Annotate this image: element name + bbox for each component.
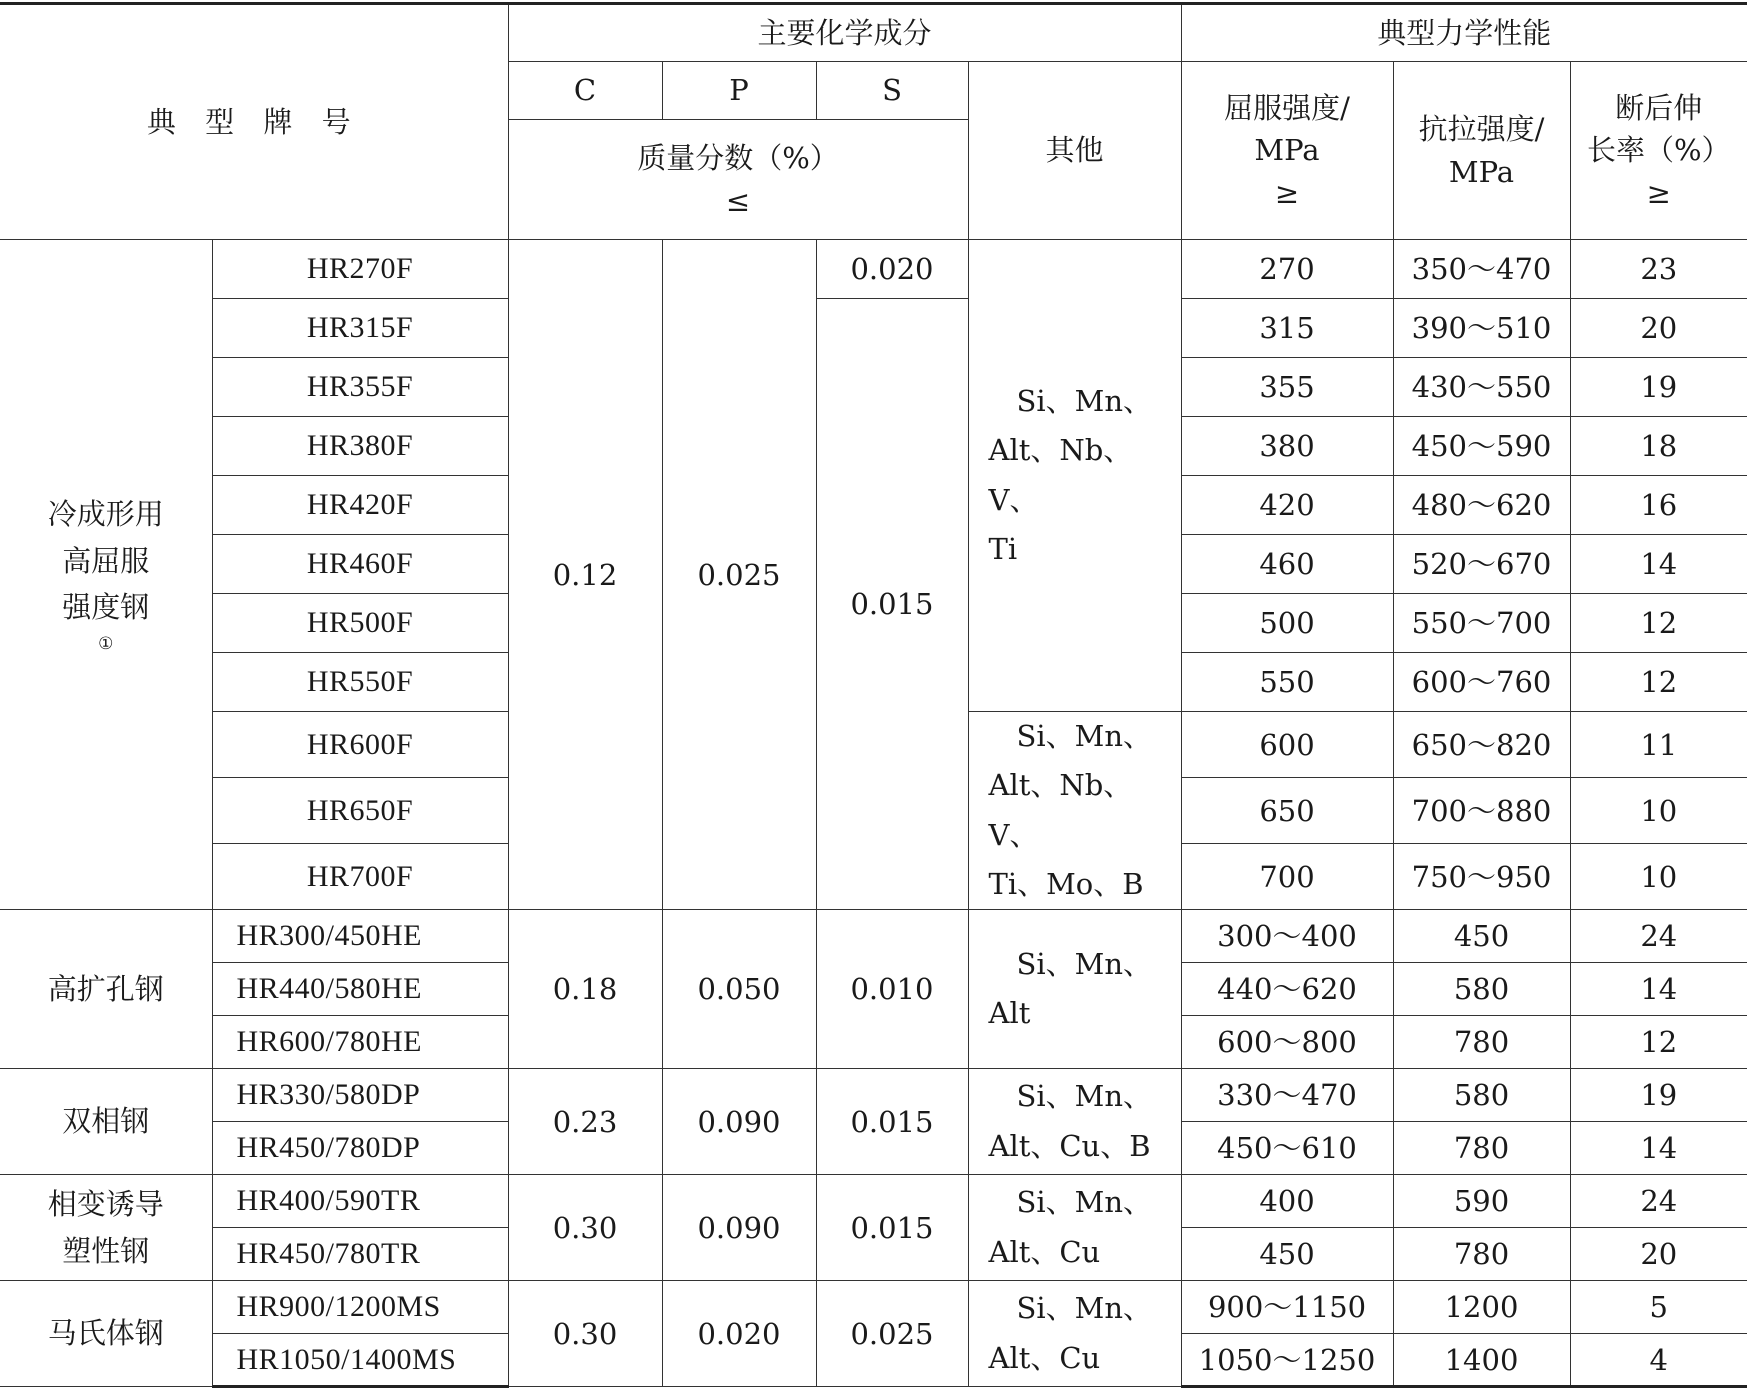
category-label: [0, 1281, 212, 1387]
yield-strength: 600: [1181, 712, 1393, 778]
tensile-strength: 450～590: [1393, 417, 1570, 476]
other-elements-line: Si、Mn、: [1016, 1185, 1153, 1220]
elongation: 12: [1570, 594, 1747, 653]
elongation: 20: [1570, 1228, 1747, 1281]
steel-grade-table: [0, 2, 1747, 1388]
yield-strength: 270: [1181, 240, 1393, 299]
other-elements: [968, 1281, 1181, 1387]
grade-cell: HR700F: [212, 844, 508, 910]
yield-strength: 450: [1181, 1228, 1393, 1281]
other-elements-line: Si、Mn、: [1016, 1291, 1153, 1326]
footnote-mark: ①: [98, 633, 114, 654]
elongation: 19: [1570, 358, 1747, 417]
tensile-strength: 520～670: [1393, 535, 1570, 594]
p-value: 0.050: [662, 910, 816, 1069]
elongation: 10: [1570, 844, 1747, 910]
other-elements-line: Si、Mn、: [1016, 383, 1153, 418]
grade-cell: HR270F: [212, 240, 508, 299]
other-elements-line: Alt、Nb、V、: [988, 433, 1133, 517]
yield-strength: 355: [1181, 358, 1393, 417]
yield-strength: 440～620: [1181, 963, 1393, 1016]
yield-strength: 300～400: [1181, 910, 1393, 963]
elongation: 11: [1570, 712, 1747, 778]
other-elements-line: Alt、Cu: [988, 1340, 1101, 1375]
header-c: C: [508, 62, 662, 120]
tensile-strength: 430～550: [1393, 358, 1570, 417]
tensile-strength: 580: [1393, 1069, 1570, 1122]
tensile-strength: 590: [1393, 1175, 1570, 1228]
category-label: [0, 1069, 212, 1175]
category-label-line: 高扩孔钢: [47, 971, 164, 1006]
elongation: 18: [1570, 417, 1747, 476]
grade-cell: HR300/450HE: [212, 910, 508, 963]
elongation: 24: [1570, 1175, 1747, 1228]
header-mechanical-properties: 典型力学性能: [1181, 4, 1747, 62]
elongation: 16: [1570, 476, 1747, 535]
grade-cell: HR420F: [212, 476, 508, 535]
s-value: 0.020: [816, 240, 968, 299]
grade-cell: HR400/590TR: [212, 1175, 508, 1228]
grade-cell: HR500F: [212, 594, 508, 653]
category-label-line: 马氏体钢: [47, 1316, 164, 1351]
other-elements-line: Alt、Cu: [988, 1234, 1101, 1269]
elongation: 24: [1570, 910, 1747, 963]
other-elements: [968, 1069, 1181, 1175]
header-grade: 典 型 牌 号: [0, 4, 508, 240]
other-elements-line: Si、Mn、: [1016, 719, 1153, 753]
c-value: 0.12: [508, 240, 662, 910]
header-elongation: 断后伸 长率（%） ≥: [1570, 62, 1747, 240]
tensile-strength: 650～820: [1393, 712, 1570, 778]
table-row: [0, 1069, 1747, 1122]
tensile-strength: 750～950: [1393, 844, 1570, 910]
yield-strength: 900～1150: [1181, 1281, 1393, 1334]
tensile-strength: 780: [1393, 1016, 1570, 1069]
tensile-strength: 480～620: [1393, 476, 1570, 535]
header-other: 其他: [968, 62, 1181, 240]
yield-strength: 1050～1250: [1181, 1334, 1393, 1387]
grade-cell: HR380F: [212, 417, 508, 476]
p-value: 0.090: [662, 1069, 816, 1175]
table-row: [0, 240, 1747, 299]
grade-cell: HR600F: [212, 712, 508, 778]
header-chemical-composition: 主要化学成分: [508, 4, 1181, 62]
yield-strength: 450～610: [1181, 1122, 1393, 1175]
elongation: 4: [1570, 1334, 1747, 1387]
p-value: 0.025: [662, 240, 816, 910]
grade-cell: HR460F: [212, 535, 508, 594]
other-elements-line: Si、Mn、: [1016, 1079, 1153, 1114]
category-label: [0, 1175, 212, 1281]
elongation: 20: [1570, 299, 1747, 358]
tensile-strength: 390～510: [1393, 299, 1570, 358]
p-value: 0.090: [662, 1175, 816, 1281]
header-tensile-strength: 抗拉强度/ MPa: [1393, 62, 1570, 240]
tensile-strength: 450: [1393, 910, 1570, 963]
yield-strength: 600～800: [1181, 1016, 1393, 1069]
yield-strength: 460: [1181, 535, 1393, 594]
header-s: S: [816, 62, 968, 120]
tensile-strength: 700～880: [1393, 778, 1570, 844]
s-value: 0.015: [816, 1069, 968, 1175]
other-elements-line: Ti、Mo、B: [988, 866, 1144, 901]
header-mass-fraction: 质量分数（%） ≤: [508, 120, 968, 240]
other-elements: [968, 240, 1181, 712]
other-elements: [968, 1175, 1181, 1281]
table-row: [0, 299, 1747, 358]
category-label: [0, 910, 212, 1069]
category-label-line: 塑性钢: [62, 1233, 150, 1268]
s-value: 0.015: [816, 299, 968, 910]
grade-cell: HR315F: [212, 299, 508, 358]
category-label: [0, 240, 212, 910]
elongation: 10: [1570, 778, 1747, 844]
elongation: 19: [1570, 1069, 1747, 1122]
grade-cell: HR440/580HE: [212, 963, 508, 1016]
other-elements-line: Alt、Cu、B: [988, 1128, 1151, 1163]
tensile-strength: 1200: [1393, 1281, 1570, 1334]
category-label-text: 强度钢: [62, 590, 150, 625]
category-label-line: 高屈服: [62, 543, 150, 578]
header-p: P: [662, 62, 816, 120]
category-label-line: 相变诱导: [47, 1187, 164, 1222]
category-label-line: [0, 584, 212, 658]
other-elements-line: Ti: [988, 531, 1018, 566]
grade-cell: HR1050/1400MS: [212, 1334, 508, 1387]
yield-strength: 500: [1181, 594, 1393, 653]
c-value: 0.18: [508, 910, 662, 1069]
other-elements: [968, 712, 1181, 910]
yield-strength: 400: [1181, 1175, 1393, 1228]
tensile-strength: 780: [1393, 1122, 1570, 1175]
grade-cell: HR650F: [212, 778, 508, 844]
yield-strength: 380: [1181, 417, 1393, 476]
c-value: 0.30: [508, 1281, 662, 1387]
yield-strength: 700: [1181, 844, 1393, 910]
s-value: 0.010: [816, 910, 968, 1069]
table-row: [0, 1175, 1747, 1228]
other-elements-line: Alt、Nb、V、: [988, 768, 1133, 852]
grade-cell: HR355F: [212, 358, 508, 417]
yield-strength: 650: [1181, 778, 1393, 844]
category-label-line: 冷成形用: [47, 497, 164, 532]
other-elements-line: Alt: [988, 996, 1031, 1031]
tensile-strength: 350～470: [1393, 240, 1570, 299]
yield-strength: 315: [1181, 299, 1393, 358]
tensile-strength: 550～700: [1393, 594, 1570, 653]
tensile-strength: 780: [1393, 1228, 1570, 1281]
yield-strength: 550: [1181, 653, 1393, 712]
yield-strength: 420: [1181, 476, 1393, 535]
tensile-strength: 600～760: [1393, 653, 1570, 712]
grade-cell: HR330/580DP: [212, 1069, 508, 1122]
p-value: 0.020: [662, 1281, 816, 1387]
elongation: 5: [1570, 1281, 1747, 1334]
s-value: 0.015: [816, 1175, 968, 1281]
grade-cell: HR450/780DP: [212, 1122, 508, 1175]
table-row: [0, 910, 1747, 963]
tensile-strength: 1400: [1393, 1334, 1570, 1387]
elongation: 12: [1570, 1016, 1747, 1069]
tensile-strength: 580: [1393, 963, 1570, 1016]
header-yield-strength: 屈服强度/ MPa ≥: [1181, 62, 1393, 240]
other-elements: [968, 910, 1181, 1069]
grade-cell: HR450/780TR: [212, 1228, 508, 1281]
elongation: 12: [1570, 653, 1747, 712]
elongation: 23: [1570, 240, 1747, 299]
category-label-line: 双相钢: [62, 1104, 150, 1139]
yield-strength: 330～470: [1181, 1069, 1393, 1122]
table-row: [0, 1281, 1747, 1334]
elongation: 14: [1570, 963, 1747, 1016]
elongation: 14: [1570, 535, 1747, 594]
s-value: 0.025: [816, 1281, 968, 1387]
grade-cell: HR900/1200MS: [212, 1281, 508, 1334]
c-value: 0.30: [508, 1175, 662, 1281]
c-value: 0.23: [508, 1069, 662, 1175]
other-elements-line: Si、Mn、: [1016, 946, 1153, 981]
grade-cell: HR550F: [212, 653, 508, 712]
grade-cell: HR600/780HE: [212, 1016, 508, 1069]
elongation: 14: [1570, 1122, 1747, 1175]
